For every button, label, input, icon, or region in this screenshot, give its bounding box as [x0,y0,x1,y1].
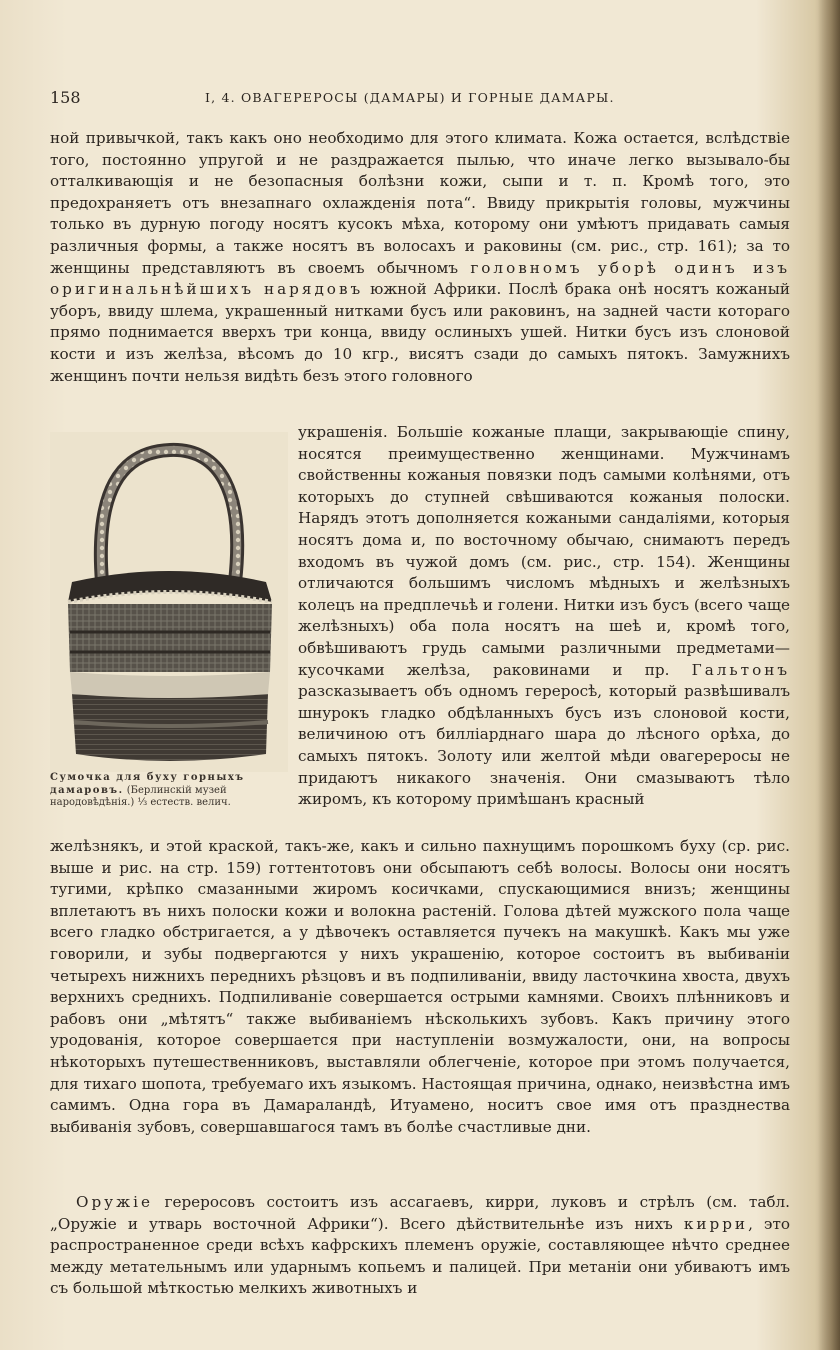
emphasis-weapons: Оружіе [76,1193,153,1211]
running-title: I, 4. ОВАГЕРЕРОСЫ (ДАМАРЫ) И ГОРНЫЕ ДАМАРЫ. [205,90,615,105]
paragraph-bottom: желѣзнякъ, и этой краской, такъ-же, какъ и сильно пахнущимъ порошкомъ буху (ср. рис. выше и рис. на стр. 159) готтентотовъ они обсыпаютъ себѣ волосы. Волосы они носятъ тугими, крѣпко смазанными жиромъ косичками, спускающимися внизъ; женщины вплетаютъ въ нихъ полоски кожи и волокна растеній. Голова дѣтей мужского пола чаще всего гладко обстригается, а у дѣвочекъ оставляется пучекъ на макушкѣ. Какъ мы уже говорили, и зубы подвергаются у нихъ украшенію, которое состоитъ въ выбиваніи четырехъ нижнихъ переднихъ рѣзцовъ и въ подпиливаніи, ввиду ласточкина хвоста, двухъ верхнихъ среднихъ. Подпиливаніе совершается острыми камнями. Своихъ плѣнниковъ и рабовъ они „мѣтятъ“ также выбиваніемъ нѣсколькихъ зубовъ. Какъ причину этого уродованія, которое совершается при наступленіи возмужалости, они, на вопросы нѣкоторыхъ путешественниковъ, выставляли облегченіе, которое при этомъ получается, для тихаго шопота, требуемаго ихъ языкомъ. Настоящая причина, однако, неизвѣстна имъ самимъ. Одна гора въ Дамараландѣ, Итуамено, носитъ свое имя отъ празднества выбиванія зубовъ, совершавшагося тамъ въ болѣе счастливые дни. [50,837,790,1136]
paragraph-top: ной привычкой, такъ какъ оно необходимо для этого климата. Кожа остается, вслѣдствіе того, постоянно упругой и не раздражается пылью, что иначе легко вызывало-бы отталкивающія и не безопасныя болѣзни кожи, сыпи и т. п. Кромѣ того, это предохраняетъ отъ внезапнаго охлажденія пота“. Ввиду прикрытія головы, мужчины только въ дурную погоду носятъ кусокъ мѣха, которому они умѣютъ придавать самыя различныя формы, а также носятъ въ волосахъ и раковины (см. рис., стр. 161); за то женщины представляютъ въ своемъ обычномъ [50,129,790,277]
body-text-right [298,422,790,837]
emphasis-galton: Гальтонъ [691,660,790,679]
page-number: 158 [50,88,81,107]
bag-illustration [50,432,288,772]
paragraph-weapons-cont: , это распространенное среди всѣхъ кафрскихъ племенъ оружіе, составляющее нѣчто среднее между метательнымъ или ударнымъ копьемъ и палицей. При метаніи они убиваютъ имъ съ большой мѣткостью мелкихъ животныхъ и [50,1214,790,1298]
paragraph-right: украшенія. Большіе кожаные плащи, закрывающіе спину, носятся преимущественно женщинами. Мужчинамъ свойственны кожаныя повязки подъ самыми колѣнями, отъ которыхъ до ступней свѣшиваются кожаныя полоски. Нарядъ этотъ дополняется кожаными сандаліями, которыя носятъ дома и, по восточному обычаю, снимаютъ передъ входомъ въ чужой домъ (см. рис., стр. 154). Женщины отличаются большимъ числомъ мѣдныхъ и желѣзныхъ колецъ на предплечьѣ и голени. Нитки изъ бусъ (всего чаще желѣзныхъ) оба пола носятъ на шеѣ и, кромѣ того, обвѣшиваютъ грудь самыми различными предметами—кусочками желѣза, раковинами и пр. [298,423,790,679]
paragraph-top-cont: южной Африки. Послѣ брака онѣ носятъ кожаный уборъ, ввиду шлема, украшенный нитками бусъ или раковинъ, на задней части котораго прямо поднимается вверхъ три конца, ввиду ослиныхъ ушей. Нитки бусъ изъ слоновой кости и изъ желѣза, вѣсомъ до 10 кгр., висятъ сзади до самыхъ пятокъ. Замужнихъ женщинъ почти нельзя видѣть безъ этого головного [50,280,790,385]
bag-upper-band [68,604,272,672]
page-edge-shadow [818,0,840,1350]
emphasis-kirri: кирри [683,1214,749,1233]
emphasis-headdress: головномъ уборѣ одинъ изъ оригинальнѣйшихъ нарядовъ [50,258,790,299]
page-header [50,88,790,112]
paragraph-weapons: герероcовъ состоитъ изъ ассагаевъ, кирри, луковъ и стрѣлъ (см. табл. „Оружіе и утварь восточной Африки“). Всего дѣйствительнѣе изъ нихъ [50,1193,790,1233]
body-text-weapons [50,1192,790,1302]
figure-caption [50,772,288,810]
body-text-top [50,128,790,428]
caption-text: (Берлинскій музей народовѣдѣнія.) ⅓ естеств. велич. [50,784,231,808]
body-text-bottom [50,836,790,1191]
caption-title: Сумочка для буху горныхъ дамаровъ. [50,772,245,796]
paragraph-right-cont: разсказываетъ объ одномъ герероcѣ, который развѣшивалъ шнурокъ гладко обдѣланныхъ бусъ изъ слоновой кости, величиною отъ билліарднаго шара до лѣсного орѣха, до самыхъ пятокъ. Золоту или желтой мѣди овагереросы не придаютъ никакого значенія. Они смазываютъ тѣло жиромъ, къ которому примѣшанъ красный [298,682,790,809]
